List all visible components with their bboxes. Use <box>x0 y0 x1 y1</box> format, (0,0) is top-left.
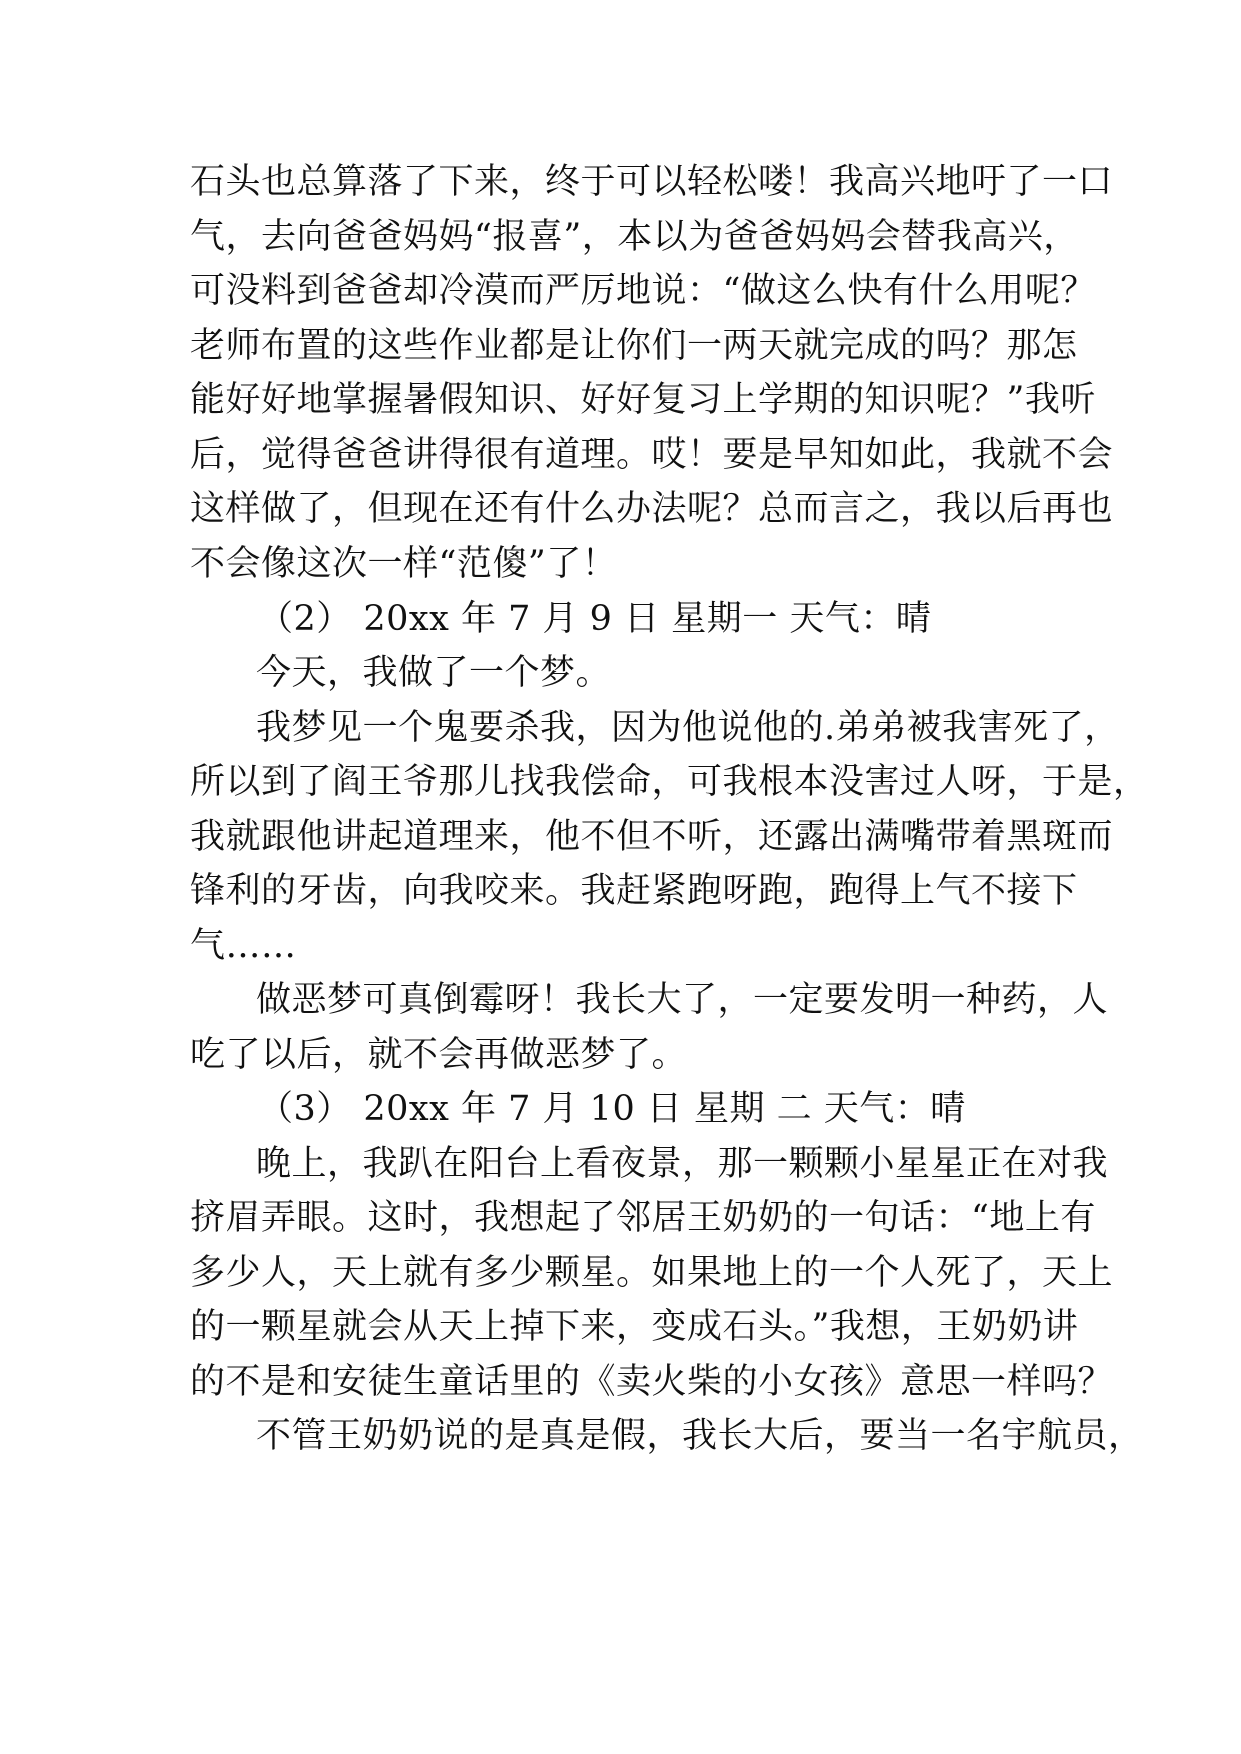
paragraph-first-line: 我梦见一个鬼要杀我，因为他说他的.弟弟被我害死了， <box>256 708 1120 748</box>
paragraph-first-line: 今天，我做了一个梦。 <box>256 653 612 693</box>
text-line: 我就跟他讲起道理来，他不但不听，还露出满嘴带着黑斑而 <box>190 817 1114 857</box>
text-line: 气，去向爸爸妈妈“报喜”，本以为爸爸妈妈会替我高兴， <box>190 217 1079 257</box>
text-line: 多少人，天上就有多少颗星。如果地上的一个人死了，天上 <box>190 1253 1114 1293</box>
paragraph-first-line: 不管王奶奶说的是真是假，我长大后，要当一名宇航员， <box>256 1416 1144 1456</box>
text-line: 的一颗星就会从天上掉下来，变成石头。”我想，王奶奶讲 <box>190 1307 1079 1347</box>
text-line: 老师布置的这些作业都是让你们一两天就完成的吗？那怎 <box>190 326 1078 366</box>
text-line: 石头也总算落了下来，终于可以轻松喽！我高兴地吁了一口 <box>190 162 1114 202</box>
paragraph-first-line: 做恶梦可真倒霉呀！我长大了，一定要发明一种药，人 <box>256 980 1109 1020</box>
text-line: 锋利的牙齿，向我咬来。我赶紧跑呀跑，跑得上气不接下 <box>190 871 1078 911</box>
text-line: 吃了以后，就不会再做恶梦了。 <box>190 1035 688 1075</box>
text-line: 气…… <box>190 926 297 966</box>
text-line: 能好好地掌握暑假知识、好好复习上学期的知识呢？”我听 <box>190 380 1096 420</box>
text-line: 的不是和安徒生童话里的《卖火柴的小女孩》意思一样吗？ <box>190 1362 1114 1402</box>
paragraph-first-line: 晚上，我趴在阳台上看夜景，那一颗颗小星星正在对我 <box>256 1144 1109 1184</box>
entry-heading: （3） 20xx 年 7 月 10 日 星期 二 天气：晴 <box>258 1089 966 1129</box>
text-line: 挤眉弄眼。这时，我想起了邻居王奶奶的一句话：“地上有 <box>190 1198 1096 1238</box>
text-line: 不会像这次一样“范傻”了！ <box>190 544 618 584</box>
text-line: 后，觉得爸爸讲得很有道理。哎！要是早知如此，我就不会 <box>190 435 1114 475</box>
text-line: 这样做了，但现在还有什么办法呢？总而言之，我以后再也 <box>190 489 1114 529</box>
entry-heading: （2） 20xx 年 7 月 9 日 星期一 天气：晴 <box>258 599 932 639</box>
text-line: 所以到了阎王爷那儿找我偿命，可我根本没害过人呀，于是， <box>190 762 1149 802</box>
text-line: 可没料到爸爸却冷漠而严厉地说：“做这么快有什么用呢？ <box>190 271 1096 311</box>
